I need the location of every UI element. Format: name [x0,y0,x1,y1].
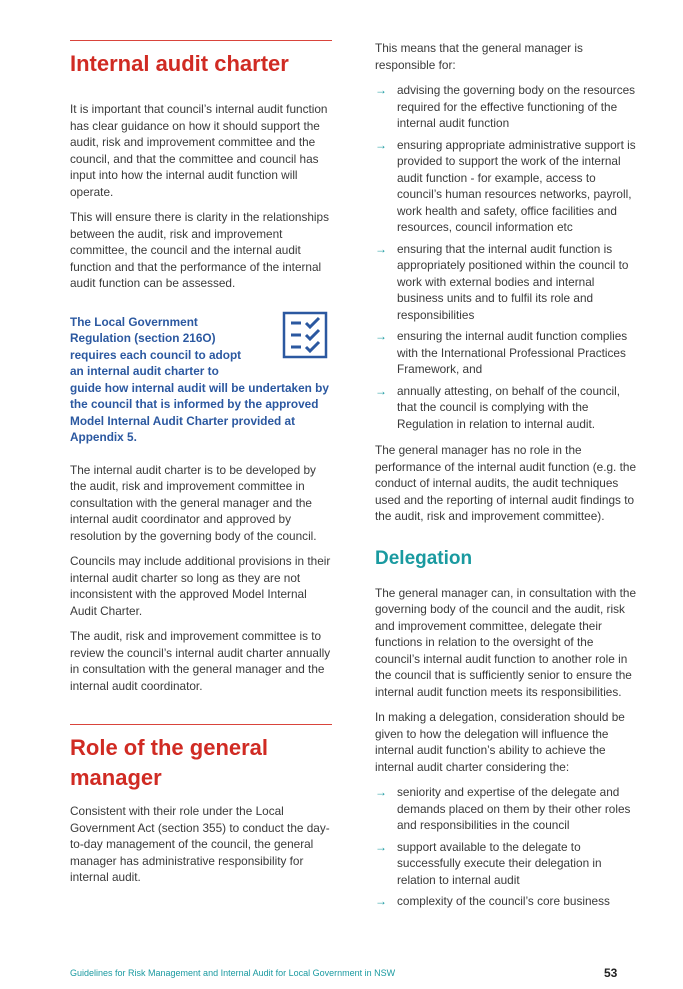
list-item: → advising the governing body on the resources required for the effective functioning of the internal audit function [375,83,636,130]
arrow-right-icon: → [375,329,387,343]
paragraph: It is important that council’s internal audit function has clear guidance on how it should support the audit, risk and improvement committee and the council, and that the committee and council has input into how the internal audit function will operate. [70,102,328,199]
checklist-icon [282,311,328,364]
paragraph: Councils may include additional provisions in their internal audit charter so long as they are not inconsistent with the approved Model Internal Audit Charter. [70,554,331,618]
paragraph: The general manager can, in consultation with the governing body of the council and the audit, risk and improvement committee, delegate their functions in relation to the oversight of the council’s internal audit function to another role in the council that is sufficiently senior to ensure the internal audit function meets its responsibilities. [375,585,637,699]
arrow-right-icon: → [375,894,387,908]
regulation-callout [70,314,332,446]
list-item: → annually attesting, on behalf of the council, that the council is complying with the Regulation in relation to internal audit. [375,383,620,431]
paragraph: The internal audit charter is to be developed by the audit, risk and improvement committee in consultation with the general manager and the internal audit coordinator and approved by resolution by the governing body of the council. [70,462,317,543]
paragraph: Consistent with their role under the Local Government Act (section 355) to conduct the day-to-day management of the council, the general manager has administrative responsibility for internal audit. [70,804,330,884]
paragraph: This means that the general manager is responsible for: [375,41,583,72]
callout-line: requires each council to adopt [70,347,242,362]
list-item: → seniority and expertise of the delegate and demands placed on them by their other roles and responsibilities in the council [375,785,631,832]
list-item: → ensuring that the internal audit function is appropriately positioned within the council to work with external bodies and internal business units and to fulfil its role and responsibilities [375,241,629,322]
paragraph: In making a delegation, consideration should be given to how the delegation will influence the internal audit function’s ability to achieve the internal audit charter considering the: [375,710,625,774]
list-item: → ensuring appropriate administrative support is provided to support the work of the internal audit function - for example, access to council’s human resources networks, payroll, work health and safety, office facilities and resources, council information etc [375,137,636,234]
section-title-delegation: Delegation [375,547,473,569]
section-title-role: Role of the general manager [70,735,269,790]
arrow-right-icon: → [375,137,387,152]
arrow-right-icon: → [375,241,387,256]
callout-text: guide how internal audit will be undertaken by the council that is informed by the approved Model Internal Audit Charter provided at Appendix 5. [70,380,329,444]
list-item: → support available to the delegate to successfully execute their delegation in relation to internal audit [375,839,602,887]
arrow-right-icon: → [375,839,387,854]
list-item: → ensuring the internal audit function complies with the International Professional Practices Framework, and [375,329,628,376]
callout-line: Regulation (section 216O) [70,331,216,345]
paragraph: This will ensure there is clarity in the relationships between the audit, risk and improvement committee, the council and the internal audit function and that the performance of the internal audit function can be assessed. [70,210,329,290]
list-item: → complexity of the council’s core business [375,894,610,908]
paragraph: The audit, risk and improvement committee is to review the council’s internal audit charter annually in consultation with the general manager and the internal audit coordinator. [70,629,331,693]
arrow-right-icon: → [375,785,387,799]
callout-line: an internal audit charter to [70,364,219,378]
section-divider [70,724,332,725]
page-number: 53 [604,966,618,980]
arrow-right-icon: → [375,83,387,97]
section-title-charter: Internal audit charter [70,51,289,76]
right-column [375,40,637,920]
footer-title: Guidelines for Risk Management and Internal Audit for Local Government in NSW [70,968,396,978]
considerations-list [375,784,637,910]
arrow-right-icon: → [375,383,387,398]
left-column [70,40,332,895]
paragraph: The general manager has no role in the performance of the internal audit function (e.g. the conduct of internal audits, the audit techniques used and the reporting of internal audit findings to the audit, risk and improvement committee). [375,443,637,523]
section-divider [70,40,332,41]
responsibilities-list [375,82,637,432]
callout-line: The Local Government [70,314,198,329]
